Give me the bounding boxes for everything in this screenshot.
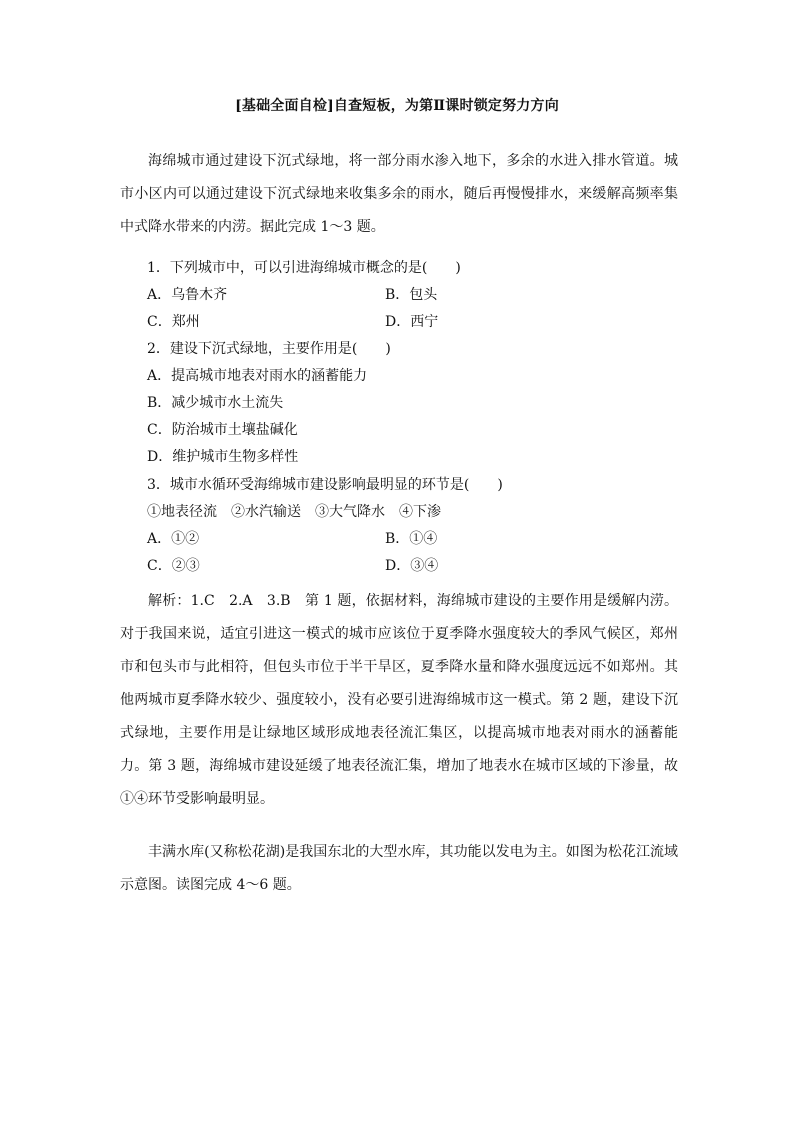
q3-option-b: B．①④ bbox=[385, 531, 438, 547]
q3-option-d: D．③④ bbox=[385, 558, 439, 574]
analysis-paragraph: 解析：1.C 2.A 3.B 第 1 题，依据材料，海绵城市建设的主要作用是缓解内涝。对于我国来说，适宜引进这一模式的城市应该位于夏季降水强度较大的季风气候区，郑州市和包头市与此相符，但包头市位于半干旱区，夏季降水量和降水强度远远不如郑州。其他两城市夏季降水较少、强度较小，没有必要引进海绵城市这一模式。第 2 题，建设下沉式绿地，主要作用是让绿地区域形成地表径流汇集区，以提高城市地表对雨水的涵蓄能力。第 3 题，海绵城市建设延缓了地表径流汇集，增加了地表水在城市区域的下渗量，故①④环节受影响最明显。 bbox=[120, 593, 678, 807]
q2-option-a: A．提高城市地表对雨水的涵蓄能力 bbox=[147, 368, 368, 384]
intro2-paragraph: 丰满水库(又称松花湖)是我国东北的大型水库，其功能以发电为主。如图为松花江流域示意图。读图完成 4～6 题。 bbox=[120, 844, 678, 893]
q2-stem: 2．建设下沉式绿地，主要作用是( ) bbox=[147, 341, 391, 357]
q3-option-c: C．②③ bbox=[147, 558, 200, 574]
section-heading: [基础全面自检]自查短板，为第Ⅱ课时锁定努力方向 bbox=[235, 98, 559, 114]
q1-stem: 1．下列城市中，可以引进海绵城市概念的是( ) bbox=[147, 260, 461, 276]
q1-option-c: C．郑州 bbox=[147, 314, 200, 330]
q2-option-c: C．防治城市土壤盐碱化 bbox=[147, 422, 298, 438]
q1-option-a: A．乌鲁木齐 bbox=[147, 287, 228, 303]
q3-stem: 3．城市水循环受海绵城市建设影响最明显的环节是( ) bbox=[147, 477, 503, 493]
q1-option-d: D．西宁 bbox=[385, 314, 439, 330]
q2-option-d: D．维护城市生物多样性 bbox=[147, 449, 299, 465]
q3-items: ①地表径流 ②水汽输送 ③大气降水 ④下渗 bbox=[147, 504, 441, 520]
q3-option-a: A．①② bbox=[147, 531, 200, 547]
q2-option-b: B．减少城市水土流失 bbox=[147, 395, 284, 411]
intro-paragraph: 海绵城市通过建设下沉式绿地，将一部分雨水渗入地下，多余的水进入排水管道。城市小区内可以通过建设下沉式绿地来收集多余的雨水，随后再慢慢排水，来缓解高频率集中式降水带来的内涝。据此完成 1～3 题。 bbox=[120, 153, 678, 235]
q1-option-b: B．包头 bbox=[385, 287, 438, 303]
